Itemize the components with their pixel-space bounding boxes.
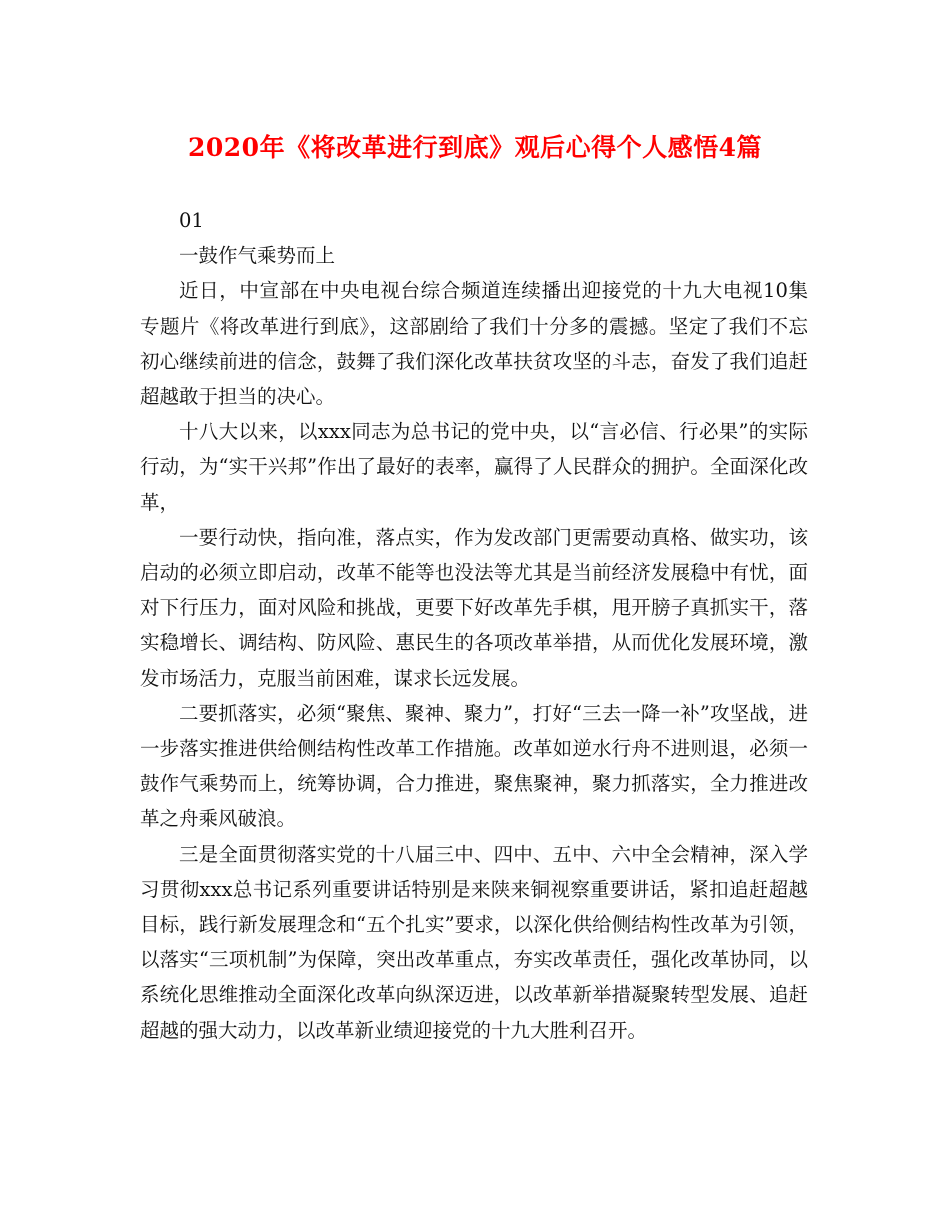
paragraph-1: 近日，中宣部在中央电视台综合频道连续播出迎接党的十九大电视10集专题片《将改革进行到底》，这部剧给了我们十分多的震撼。坚定了我们不忘初心继续前进的信念，鼓舞了我们深化改革扶贫攻坚的斗志，奋发了我们追赶超越敢于担当的决心。 [140, 279, 808, 409]
paragraph-2: 十八大以来，以xxx同志为总书记的党中央，以“言必信、行必果”的实际行动，为“实干兴邦”作出了最好的表率，赢得了人民群众的拥护。全面深化改革， [140, 420, 808, 514]
paragraph-4: 二要抓落实，必须“聚焦、聚神、聚力”，打好“三去一降一补”攻坚战，进一步落实推进供给侧结构性改革工作措施。改革如逆水行舟不进则退，必须一鼓作气乘势而上，统筹协调，合力推进，聚焦聚神，聚力抓落实，全力推进改革之舟乘风破浪。 [140, 701, 808, 831]
paragraph-5: 三是全面贯彻落实党的十八届三中、四中、五中、六中全会精神，深入学习贯彻xxx总书记系列重要讲话特别是来陕来铜视察重要讲话，紧扣追赶超越目标，践行新发展理念和“五个扎实”要求，以深化供给侧结构性改革为引领，以落实“三项机制”为保障，突出改革重点，夯实改革责任，强化改革协同，以系统化思维推动全面深化改革向纵深迈进，以改革新举措凝聚转型发展、追赶超越的强大动力，以改革新业绩迎接党的十九大胜利召开。 [140, 842, 808, 1042]
section-heading: 一鼓作气乘势而上 [179, 244, 336, 268]
section-number: 01 [179, 209, 204, 232]
document-body [140, 203, 808, 1048]
document-title: 2020年《将改革进行到底》观后心得个人感悟4篇 [188, 133, 762, 162]
paragraph-3: 一要行动快，指向准，落点实，作为发改部门更需要动真格、做实功，该启动的必须立即启动，改革不能等也没法等尤其是当前经济发展稳中有忧，面对下行压力，面对风险和挑战，更要下好改革先手棋，甩开膀子真抓实干，落实稳增长、调结构、防风险、惠民生的各项改革举措，从而优化发展环境，激发市场活力，克服当前困难，谋求长远发展。 [140, 525, 808, 690]
